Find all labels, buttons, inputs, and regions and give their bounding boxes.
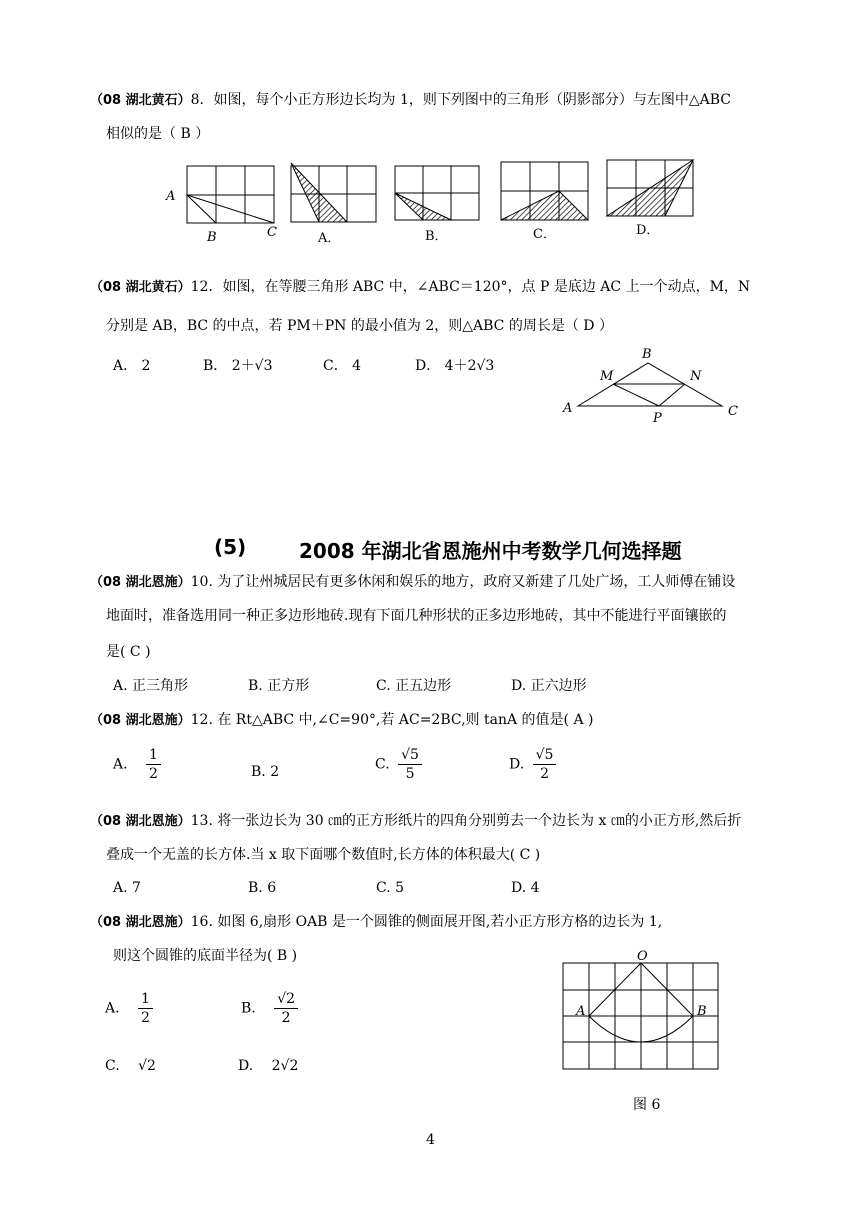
q5-option-b: B. 6 [248, 880, 277, 896]
q6-label-O: O [637, 949, 648, 964]
q4-option-d: D. $\frac{√5}{2}$ [509, 746, 556, 783]
q6-option-d: D. 2√2 [238, 1058, 299, 1074]
q6-label-B: B [697, 1004, 707, 1019]
q4-option-c: C. $\frac{√5}{5}$ [375, 746, 422, 783]
q4-option-b: B. 2 [251, 764, 280, 780]
q2-line1: （08 湖北黄石）12．如图，在等腰三角形 ABC 中，∠ABC＝120°，点 P 是底边 AC 上一个动点，M，N [90, 279, 751, 295]
q6-label-A: A [576, 1004, 586, 1019]
q2-label-N: N [690, 369, 702, 384]
q3-option-c: C. 正五边形 [376, 678, 452, 694]
page-number: 4 [426, 1132, 435, 1148]
q1-opt-c: C． [533, 227, 556, 242]
q6-source: （08 湖北恩施） [90, 915, 191, 930]
q5-option-a: A. 7 [113, 880, 141, 896]
section-number: (5) [214, 535, 247, 559]
q2-option-a: A． 2 [113, 358, 151, 374]
q1-line2: 相似的是（ B ） [106, 126, 210, 142]
q2-option-d: D． 4＋2√3 [415, 358, 495, 374]
q3-option-a: A. 正三角形 [113, 678, 189, 694]
q2-label-M: M [600, 369, 614, 384]
q6-option-b: B. $\frac{√2}{2}$ [241, 990, 298, 1027]
q2-label-B: B [642, 347, 652, 362]
q3-option-d: D. 正六边形 [511, 678, 587, 694]
q3-option-b: B. 正方形 [248, 678, 310, 694]
q1-opt-d: D． [636, 223, 660, 238]
q6-line2: 则这个圆锥的底面半径为( B ) [113, 948, 298, 964]
q3-line3: 是( C ) [106, 644, 151, 660]
q2-label-P: P [653, 411, 662, 426]
q2-label-C: C [728, 404, 738, 419]
q6-line1: （08 湖北恩施）16. 如图 6,扇形 OAB 是一个圆锥的侧面展开图,若小正方形方格的边长为 1, [90, 914, 663, 930]
q4-source: （08 湖北恩施） [90, 713, 191, 728]
q3-line2: 地面时，准备选用同一种正多边形地砖.现有下面几种形状的正多边形地砖，其中不能进行平面镶嵌的 [106, 608, 727, 624]
q2-source: （08 湖北黄石） [90, 280, 191, 295]
q1-label-A: A [166, 189, 176, 204]
section-title: 2008 年湖北省恩施州中考数学几何选择题 [299, 539, 682, 563]
q1-opt-b: B． [425, 229, 448, 244]
q1-label-C: C [267, 225, 277, 240]
q5-line2: 叠成一个无盖的长方体.当 x 取下面哪个数值时,长方体的体积最大( C ) [106, 847, 541, 863]
q2-line2: 分别是 AB，BC 的中点，若 PM＋PN 的最小值为 2，则△ABC 的周长是（ D ） [106, 318, 613, 334]
q6-option-c: C. √2 [105, 1058, 156, 1074]
q4-line1: （08 湖北恩施）12. 在 Rt△ABC 中,∠C=90°,若 AC=2BC,则 tanA 的值是( A ) [90, 712, 594, 728]
q3-line1: （08 湖北恩施）10. 为了让州城居民有更多休闲和娱乐的地方，政府又新建了几处广场，工人师傅在铺设 [90, 574, 736, 590]
q6-option-c-value: √2 [138, 1058, 156, 1074]
q5-option-c: C. 5 [376, 880, 405, 896]
q4-option-d-fraction: $\frac{√5}{2}$ [533, 746, 557, 783]
q1-opt-a: A． [318, 231, 341, 246]
q6-figure-caption: 图 6 [633, 1097, 661, 1113]
q2-option-b: B． 2＋√3 [203, 358, 273, 374]
q3-source: （08 湖北恩施） [90, 575, 191, 590]
q6-option-a: A. $\frac{1}{2}$ [105, 990, 153, 1027]
q6-option-b-fraction: $\frac{√2}{2}$ [274, 990, 298, 1027]
q4-option-a: A. $\frac{1}{2}$ [113, 746, 161, 783]
q1-source: （08 湖北黄石） [90, 93, 191, 108]
q5-line1: （08 湖北恩施）13. 将一张边长为 30 ㎝的正方形纸片的四角分别剪去一个边长为 x ㎝的小正方形,然后折 [90, 813, 742, 829]
q6-option-a-fraction: $\frac{1}{2}$ [138, 990, 153, 1027]
q2-label-A: A [563, 401, 573, 416]
q5-option-d: D. 4 [511, 880, 540, 896]
q2-option-c: C． 4 [323, 358, 362, 374]
q6-option-d-value: 2√2 [271, 1058, 299, 1074]
q1-line1: （08 湖北黄石）8．如图，每个小正方形边长均为 1，则下列图中的三角形（阴影部分）与左图中△ABC [90, 92, 732, 108]
q1-label-B: B [207, 230, 217, 245]
q4-option-a-fraction: $\frac{1}{2}$ [146, 746, 161, 783]
q4-option-c-fraction: $\frac{√5}{5}$ [398, 746, 422, 783]
q5-source: （08 湖北恩施） [90, 814, 191, 829]
